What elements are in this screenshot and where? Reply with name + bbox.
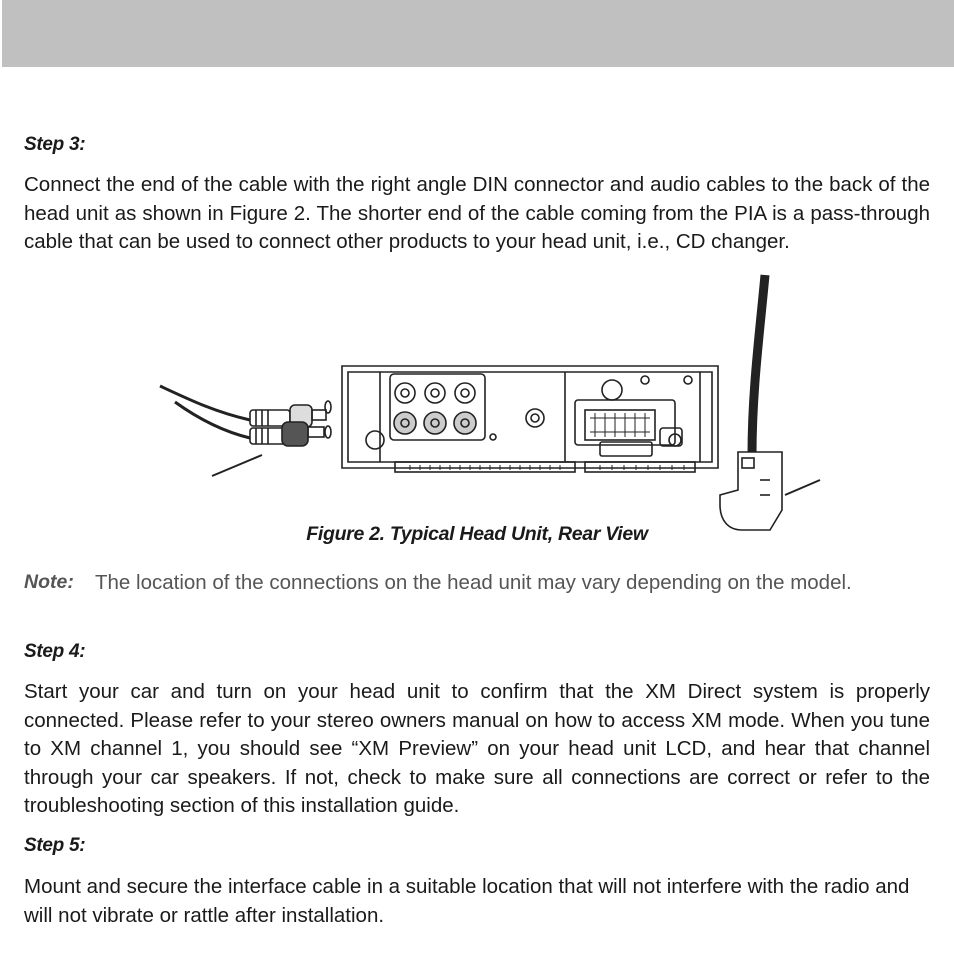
figure-caption: Figure 2. Typical Head Unit, Rear View (306, 523, 648, 545)
step-4-heading: Step 4: (24, 641, 86, 662)
header-bar (2, 0, 954, 67)
head-unit-rear-view-figure (150, 268, 830, 543)
note-text: The location of the connections on the head unit may vary depending on the model. (95, 571, 852, 594)
step-3-text: Connect the end of the cable with the right angle DIN connector and audio cables to the back of the head unit as shown in Figure 2. The shorter end of the cable coming from the PIA is a pass-through cable that can be used to connect other products to your head unit, i.e., CD changer. (24, 173, 930, 253)
step-4-text: Start your car and turn on your head unit to confirm that the XM Direct system is properly connected. Please refer to your stereo owners manual on how to access XM mode. When you tune to XM channel 1, you should see “XM Preview” on your head unit LCD, and hear that channel through your car speakers. If not, check to make sure all connections are correct or refer to the troubleshooting section of this installation guide. (24, 680, 930, 817)
step-3-heading: Step 3: (24, 134, 86, 155)
note-label: Note: (24, 571, 74, 593)
step-5-heading: Step 5: (24, 835, 86, 856)
step-5-text: Mount and secure the interface cable in a suitable location that will not interfere with the radio and will not vibrate or rattle after installation. (24, 875, 910, 927)
